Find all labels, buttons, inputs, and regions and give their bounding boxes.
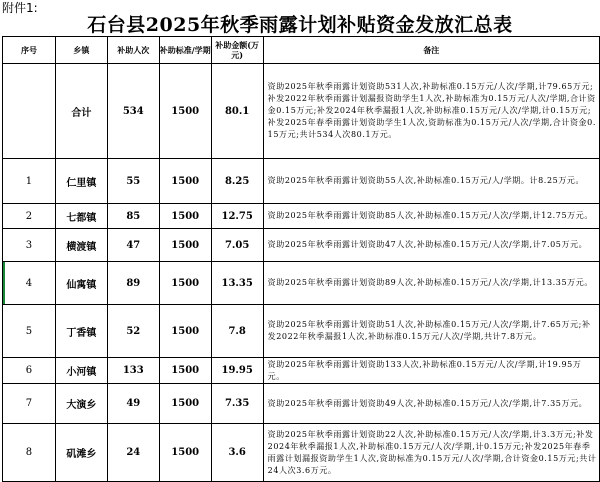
cell-index[interactable]: 4 — [3, 262, 56, 305]
header-index[interactable]: 序号 — [3, 37, 56, 64]
cell-amount[interactable]: 19.95 — [211, 358, 263, 384]
cell-count[interactable]: 24 — [107, 424, 159, 482]
cell-standard[interactable]: 1500 — [159, 305, 211, 358]
cell-count[interactable]: 89 — [107, 262, 159, 305]
cell-index[interactable]: 7 — [3, 384, 56, 424]
cell-amount[interactable]: 12.75 — [211, 204, 263, 229]
header-note[interactable]: 备注 — [263, 37, 599, 64]
cell-standard[interactable]: 1500 — [159, 159, 211, 204]
cell-amount[interactable]: 3.6 — [211, 424, 263, 482]
table-row — [3, 262, 600, 305]
cell-amount[interactable]: 13.35 — [211, 262, 263, 305]
cell-standard[interactable]: 1500 — [159, 64, 211, 159]
table-row — [3, 424, 600, 482]
cell-count[interactable]: 49 — [107, 384, 159, 424]
cell-note[interactable]: 资助2025年秋季雨露计划资助22人次,补助标准0.15万元/人次/学期,计3.3万元;补发2024年秋季漏报1人次,补助标准0.15万元/人次/学期,计0.15万元;补发2025年春季雨露计划漏报资助学生1人次,资助标准为0.15万元/人次/学期,合计资金0.15万元;共计24人次3.6万元。 — [263, 424, 599, 482]
cell-amount[interactable]: 7.35 — [211, 384, 263, 424]
cell-town[interactable]: 仙寓镇 — [55, 262, 107, 305]
cell-standard[interactable]: 1500 — [159, 384, 211, 424]
cell-town[interactable]: 合计 — [55, 64, 107, 159]
annex-label: 附件1: — [2, 1, 38, 15]
cell-count[interactable]: 534 — [107, 64, 159, 159]
cell-standard[interactable]: 1500 — [159, 424, 211, 482]
cell-town[interactable]: 矶滩乡 — [55, 424, 107, 482]
cell-index[interactable]: 6 — [3, 358, 56, 384]
cell-index[interactable]: 5 — [3, 305, 56, 358]
cell-standard[interactable]: 1500 — [159, 229, 211, 262]
cell-amount[interactable]: 8.25 — [211, 159, 263, 204]
table-row — [3, 204, 600, 229]
table-row — [3, 229, 600, 262]
cell-note[interactable]: 资助2025年秋季雨露计划资助55人次,补助标准0.15万元/人/学期。计8.25万元。 — [263, 159, 599, 204]
cell-amount[interactable]: 80.1 — [211, 64, 263, 159]
cell-amount[interactable]: 7.05 — [211, 229, 263, 262]
cell-index[interactable]: 8 — [3, 424, 56, 482]
cell-count[interactable]: 52 — [107, 305, 159, 358]
cell-town[interactable]: 小河镇 — [55, 358, 107, 384]
cell-index[interactable] — [3, 64, 56, 159]
table-row — [3, 384, 600, 424]
cell-count[interactable]: 133 — [107, 358, 159, 384]
cell-town[interactable]: 七都镇 — [55, 204, 107, 229]
cell-standard[interactable]: 1500 — [159, 262, 211, 305]
cell-town[interactable]: 横渡镇 — [55, 229, 107, 262]
header-row — [3, 37, 600, 64]
cell-note[interactable]: 资助2025年秋季雨露计划资助47人次,补助标准0.15万元/人次/学期,计7.05万元。 — [263, 229, 599, 262]
cell-count[interactable]: 85 — [107, 204, 159, 229]
page-title: 石台县2025年秋季雨露计划补贴资金发放汇总表 — [87, 14, 513, 36]
cell-count[interactable]: 47 — [107, 229, 159, 262]
table-row — [3, 305, 600, 358]
cell-town[interactable]: 仁里镇 — [55, 159, 107, 204]
cell-index[interactable]: 2 — [3, 204, 56, 229]
summary-table — [2, 36, 600, 482]
cell-town[interactable]: 大演乡 — [55, 384, 107, 424]
cell-note[interactable]: 资助2025年秋季雨露计划资助85人次,补助标准0.15万元/人次/学期,计12.75万元。 — [263, 204, 599, 229]
cell-town[interactable]: 丁香镇 — [55, 305, 107, 358]
cell-note[interactable]: 资助2025年秋季雨露计划资助133人次,补助标准0.15万元/人次/学期,计19.95万元。 — [263, 358, 599, 384]
cell-index[interactable]: 1 — [3, 159, 56, 204]
cell-amount[interactable]: 7.8 — [211, 305, 263, 358]
table-row — [3, 64, 600, 159]
cell-count[interactable]: 55 — [107, 159, 159, 204]
header-amount[interactable]: 补助金额(万元) — [211, 37, 263, 64]
table-row — [3, 358, 600, 384]
header-standard[interactable]: 补助标准/学期 — [159, 37, 211, 64]
cell-note[interactable]: 资助2025年秋季雨露计划资助89人次,补助标准0.15万元/人次/学期,计13.35万元。 — [263, 262, 599, 305]
cell-standard[interactable]: 1500 — [159, 204, 211, 229]
cell-standard[interactable]: 1500 — [159, 358, 211, 384]
cell-note[interactable]: 资助2025年秋季雨露计划资助49人次,补助标准0.15万元/人次/学期,计7.35万元。 — [263, 384, 599, 424]
table-row — [3, 159, 600, 204]
cell-note[interactable]: 资助2025年秋季雨露计划资助51人次,补助标准0.15万元/人次/学期,计7.65万元;补发2022年秋季漏报1人次,补助标准0.15万元/人次/学期,共计7.8万元。 — [263, 305, 599, 358]
cell-note[interactable]: 资助2025年秋季雨露计划资助531人次,补助标准0.15万元/人次/学期,计79.65万元;补发2022年秋季雨露计划漏报资助学生1人次,补助标准为0.15万元/人次/学期,合计资金0.15万元;补发2024年秋季漏报1人次,补助标准0.15万元/人次/学期,计0.15万元;补发2025年春季雨露计划资助学生1人次,资助标准为0.15万元/人次/学期,合计资金0.15万元;共计534人次80.1万元。 — [263, 64, 599, 159]
header-count[interactable]: 补助人次 — [107, 37, 159, 64]
header-town[interactable]: 乡镇 — [55, 37, 107, 64]
cell-index[interactable]: 3 — [3, 229, 56, 262]
